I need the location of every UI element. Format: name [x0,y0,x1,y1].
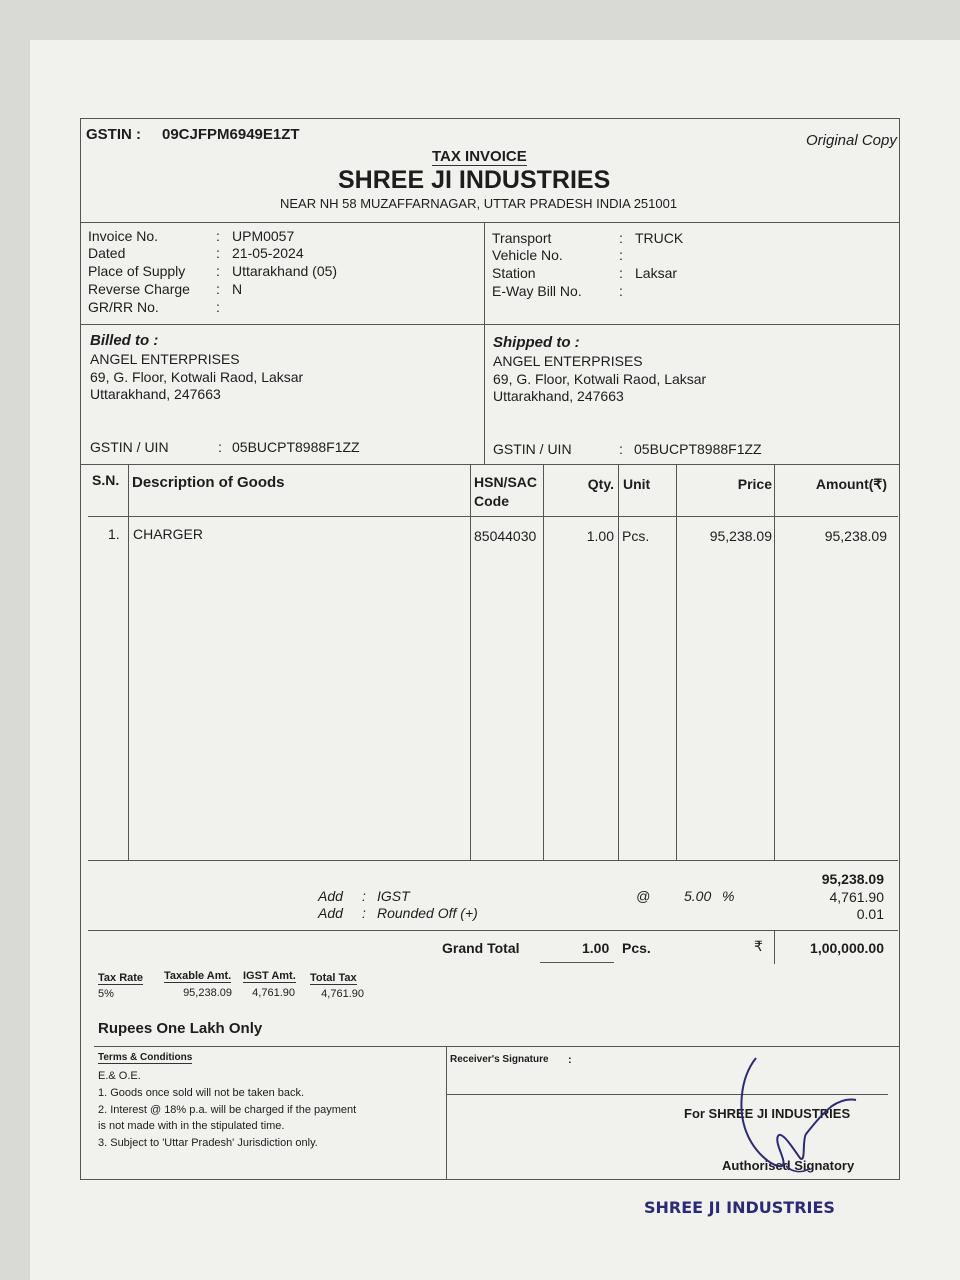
station-value: Laksar [635,265,678,281]
row-price: 95,238.09 [709,528,772,544]
tax-header: Taxable Amt. [164,970,232,982]
divider [774,930,775,964]
igst-add: Add [318,888,343,904]
meta-label: Place of Supply [88,263,186,279]
tax-cell: 5% [98,988,114,1000]
tax-header: Tax Rate [98,972,144,984]
tax-cell: 4,761.90 [252,987,295,999]
company-address: NEAR NH 58 MUZAFFARNAGAR, UTTAR PRADESH INDIA 251001 [280,196,678,211]
meta-colon: : [216,245,220,261]
company-name: SHREE JI INDUSTRIES [338,166,611,194]
tax-header: Total Tax [310,972,357,984]
divider [470,464,471,860]
terms-line: 3. Subject to 'Uttar Pradesh' Jurisdiction only. [98,1137,318,1149]
shipped-gstin: 05BUCPT8988F1ZZ [634,441,762,457]
divider [446,1046,447,1180]
grand-total-unit: Pcs. [622,940,651,956]
billed-to-address: Uttarakhand, 247663 [90,386,221,402]
meta-label: Transport [492,230,552,246]
currency-icon: ₹ [754,938,763,954]
row-hsn: 85044030 [474,528,537,544]
divider [676,464,677,860]
place-of-supply: Uttarakhand (05) [232,263,338,279]
tax-cell: 95,238.09 [183,987,232,999]
row-amount: 95,238.09 [824,528,887,544]
shipped-to-heading: Shipped to : [493,334,580,351]
igst-amount: 4,761.90 [829,889,884,905]
row-description: CHARGER [133,526,204,542]
terms-line: is not made with in the stipulated time. [98,1120,285,1132]
col-header-price: Price [737,476,772,492]
meta-colon: : [619,265,623,281]
shipped-to-name: ANGEL ENTERPRISES [493,353,643,369]
meta-colon: : [619,441,623,457]
divider [80,464,900,465]
meta-colon: : [619,230,623,246]
meta-colon: : [362,888,366,904]
shipped-to-address: Uttarakhand, 247663 [493,388,624,404]
divider [80,222,900,223]
col-header-amount: Amount(₹) [815,476,887,492]
invoice-date: 21-05-2024 [232,245,304,261]
company-stamp: SHREE JI INDUSTRIES [644,1198,835,1217]
igst-at: @ [636,888,651,904]
divider [543,464,544,860]
col-header-hsn: Code [474,493,509,509]
billed-to-heading: Billed to : [90,332,159,349]
terms-line: 1. Goods once sold will not be taken back. [98,1087,305,1099]
divider [88,516,898,517]
col-header-unit: Unit [623,476,651,492]
handwritten-signature [736,1054,866,1184]
round-label: Rounded Off (+) [377,905,478,921]
meta-colon: : [216,299,220,315]
divider [128,464,129,860]
transport-value: TRUCK [635,230,684,246]
igst-percent: % [722,888,735,904]
round-amount: 0.01 [856,906,884,922]
divider [88,930,898,931]
igst-label: IGST [377,888,410,904]
billed-to-address: 69, G. Floor, Kotwali Raod, Laksar [90,369,304,385]
round-add: Add [318,905,343,921]
igst-rate: 5.00 [684,888,712,904]
meta-colon: : [216,263,220,279]
billed-gstin-label: GSTIN / UIN [90,439,169,455]
meta-colon: : [218,439,222,455]
gstin-label: GSTIN : [86,126,141,143]
subtotal-amount: 95,238.09 [821,871,884,887]
meta-label: Dated [88,245,126,261]
tax-cell: 4,761.90 [321,988,364,1000]
meta-colon: : [568,1054,572,1066]
meta-colon: : [619,247,623,263]
row-unit: Pcs. [622,528,650,544]
meta-label: Vehicle No. [492,247,563,263]
divider [88,860,898,861]
billed-to-name: ANGEL ENTERPRISES [90,351,240,367]
meta-label: Station [492,265,536,281]
doc-title: TAX INVOICE [432,148,527,165]
row-qty: 1.00 [586,528,614,544]
row-sn: 1. [108,526,120,542]
reverse-charge: N [232,281,243,297]
copy-label: Original Copy [806,132,897,149]
meta-label: E-Way Bill No. [492,283,582,299]
invoice-number: UPM0057 [232,228,295,244]
for-company-label: For SHREE JI INDUSTRIES [684,1106,851,1121]
col-header-description: Description of Goods [132,474,285,491]
meta-colon: : [216,228,220,244]
grand-total-amount: 1,00,000.00 [810,940,884,956]
divider [540,962,614,963]
meta-label: GR/RR No. [88,299,159,315]
meta-colon: : [619,283,623,299]
terms-line: 2. Interest @ 18% p.a. will be charged if the payment [98,1104,357,1116]
shipped-gstin-label: GSTIN / UIN [493,441,572,457]
divider [774,464,775,860]
seller-gstin: 09CJFPM6949E1ZT [162,126,300,143]
col-header-sn: S.N. [92,472,120,488]
meta-colon: : [362,905,366,921]
tax-header: IGST Amt. [243,970,296,982]
divider [484,222,485,464]
meta-label: Invoice No. [88,228,159,244]
grand-total-label: Grand Total [442,940,520,956]
col-header-qty: Qty. [587,476,614,492]
terms-heading: Terms & Conditions [98,1052,193,1063]
divider [80,324,900,325]
receiver-signature-label: Receiver's Signature [450,1054,549,1065]
billed-gstin: 05BUCPT8988F1ZZ [232,439,360,455]
col-header-hsn: HSN/SAC [474,474,538,490]
authorised-signatory-label: Authorised Signatory [722,1158,855,1173]
meta-label: Reverse Charge [88,281,190,297]
meta-colon: : [216,281,220,297]
divider [94,1046,900,1047]
invoice-document [80,118,900,1180]
grand-total-qty: 1.00 [582,940,610,956]
divider [618,464,619,860]
shipped-to-address: 69, G. Floor, Kotwali Raod, Laksar [493,371,707,387]
terms-line: E.& O.E. [98,1070,141,1082]
amount-in-words: Rupees One Lakh Only [98,1020,263,1037]
